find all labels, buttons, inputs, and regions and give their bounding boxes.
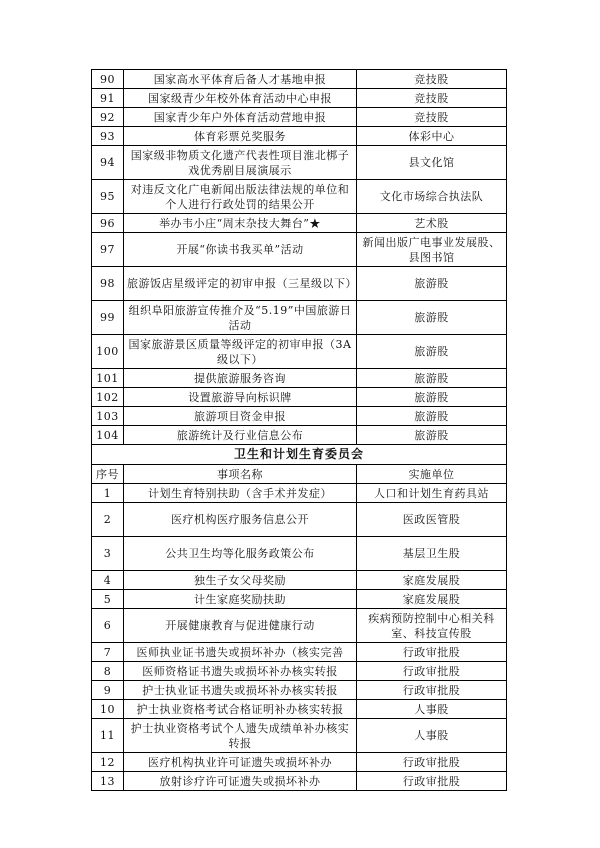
table-row	[92, 146, 507, 180]
table-row	[92, 426, 507, 445]
row-number: 3	[92, 537, 124, 571]
table-row	[92, 700, 507, 719]
table-row	[92, 214, 507, 233]
table-row	[92, 643, 507, 662]
table-row	[92, 609, 507, 643]
table-row	[92, 233, 507, 267]
item-name: 独生子女父母奖励	[124, 571, 357, 590]
item-name: 医疗机构医疗服务信息公开	[124, 503, 357, 537]
row-number: 93	[92, 127, 124, 146]
implementing-unit: 家庭发展股	[357, 571, 507, 590]
implementing-unit: 县文化馆	[357, 146, 507, 180]
item-name: 公共卫生均等化服务政策公布	[124, 537, 357, 571]
row-number: 103	[92, 407, 124, 426]
implementing-unit: 行政审批股	[357, 681, 507, 700]
item-name: 护士执业资格考试个人遗失成绩单补办核实转报	[124, 719, 357, 753]
table-row	[92, 388, 507, 407]
table-row	[92, 503, 507, 537]
implementing-unit: 新闻出版广电事业发展股、县图书馆	[357, 233, 507, 267]
table-row	[92, 571, 507, 590]
document-page	[91, 69, 506, 791]
implementing-unit: 旅游股	[357, 407, 507, 426]
item-name: 旅游项目资金申报	[124, 407, 357, 426]
implementing-unit: 家庭发展股	[357, 590, 507, 609]
item-name: 体育彩票兑奖服务	[124, 127, 357, 146]
row-number: 98	[92, 267, 124, 301]
row-number: 9	[92, 681, 124, 700]
implementing-unit: 竞技股	[357, 70, 507, 89]
table-row	[92, 407, 507, 426]
row-number: 94	[92, 146, 124, 180]
item-name: 医师资格证书遗失或损坏补办核实转报	[124, 662, 357, 681]
implementing-unit: 艺术股	[357, 214, 507, 233]
item-name: 组织阜阳旅游宣传推介及“5.19”中国旅游日活动	[124, 301, 357, 335]
implementing-unit: 旅游股	[357, 301, 507, 335]
table-row	[92, 70, 507, 89]
item-name: 护士执业资格考试合格证明补办核实转报	[124, 700, 357, 719]
item-name: 国家旅游景区质量等级评定的初审申报（3A级以下）	[124, 335, 357, 369]
row-number: 7	[92, 643, 124, 662]
row-number: 101	[92, 369, 124, 388]
implementing-unit: 体彩中心	[357, 127, 507, 146]
implementing-unit: 竞技股	[357, 108, 507, 127]
item-name: 国家级青少年校外体育活动中心申报	[124, 89, 357, 108]
implementing-unit: 人口和计划生育药具站	[357, 484, 507, 503]
table-row	[92, 180, 507, 214]
item-name: 护士执业证书遗失或损坏补办核实转报	[124, 681, 357, 700]
row-number: 100	[92, 335, 124, 369]
implementing-unit: 人事股	[357, 700, 507, 719]
implementing-unit: 行政审批股	[357, 753, 507, 772]
table-row	[92, 719, 507, 753]
implementing-unit: 旅游股	[357, 267, 507, 301]
implementing-unit: 行政审批股	[357, 662, 507, 681]
item-name: 旅游统计及行业信息公布	[124, 426, 357, 445]
table-row	[92, 772, 507, 791]
row-number: 104	[92, 426, 124, 445]
table-row	[92, 369, 507, 388]
section-header	[92, 445, 507, 484]
column-header-item: 事项名称	[124, 465, 357, 484]
table-row	[92, 301, 507, 335]
implementing-unit: 竞技股	[357, 89, 507, 108]
service-items-table	[91, 69, 507, 791]
implementing-unit: 医政医管股	[357, 503, 507, 537]
table-row	[92, 89, 507, 108]
implementing-unit: 旅游股	[357, 369, 507, 388]
implementing-unit: 行政审批股	[357, 643, 507, 662]
item-name: 医师执业证书遗失或损坏补办（核实完善	[124, 643, 357, 662]
item-name: 医疗机构执业许可证遗失或损坏补办	[124, 753, 357, 772]
item-name: 计划生育特别扶助（含手术并发症）	[124, 484, 357, 503]
row-number: 11	[92, 719, 124, 753]
item-name: 放射诊疗许可证遗失或损坏补办	[124, 772, 357, 791]
item-name: 国家青少年户外体育活动营地申报	[124, 108, 357, 127]
implementing-unit: 疾病预防控制中心相关科室、科技宣传股	[357, 609, 507, 643]
row-number: 8	[92, 662, 124, 681]
item-name: 举办韦小庄“周末杂技大舞台”★	[124, 214, 357, 233]
item-name: 计生家庭奖励扶助	[124, 590, 357, 609]
table-row	[92, 267, 507, 301]
section-title: 卫生和计划生育委员会	[92, 445, 507, 465]
item-name: 开展健康教育与促进健康行动	[124, 609, 357, 643]
row-number: 13	[92, 772, 124, 791]
row-number: 6	[92, 609, 124, 643]
row-number: 91	[92, 89, 124, 108]
row-number: 1	[92, 484, 124, 503]
row-number: 10	[92, 700, 124, 719]
implementing-unit: 行政审批股	[357, 772, 507, 791]
implementing-unit: 旅游股	[357, 335, 507, 369]
row-number: 97	[92, 233, 124, 267]
row-number: 2	[92, 503, 124, 537]
item-name: 国家级非物质文化遗产代表性项目淮北梆子戏优秀剧目展演展示	[124, 146, 357, 180]
row-number: 90	[92, 70, 124, 89]
table-row	[92, 537, 507, 571]
item-name: 国家高水平体育后备人才基地申报	[124, 70, 357, 89]
item-name: 对违反文化广电新闻出版法律法规的单位和个人进行行政处罚的结果公开	[124, 180, 357, 214]
implementing-unit: 人事股	[357, 719, 507, 753]
row-number: 92	[92, 108, 124, 127]
row-number: 4	[92, 571, 124, 590]
column-header-row	[92, 465, 507, 484]
row-number: 102	[92, 388, 124, 407]
column-header-no: 序号	[92, 465, 124, 484]
row-number: 5	[92, 590, 124, 609]
row-number: 99	[92, 301, 124, 335]
column-header-unit: 实施单位	[357, 465, 507, 484]
table-body-top	[92, 70, 507, 445]
table-body-bottom	[92, 484, 507, 791]
row-number: 95	[92, 180, 124, 214]
implementing-unit: 旅游股	[357, 426, 507, 445]
row-number: 96	[92, 214, 124, 233]
implementing-unit: 文化市场综合执法队	[357, 180, 507, 214]
table-row	[92, 681, 507, 700]
table-row	[92, 484, 507, 503]
section-title-row	[92, 445, 507, 465]
table-row	[92, 753, 507, 772]
table-row	[92, 662, 507, 681]
implementing-unit: 基层卫生股	[357, 537, 507, 571]
item-name: 开展“你读书我买单”活动	[124, 233, 357, 267]
table-row	[92, 590, 507, 609]
table-row	[92, 108, 507, 127]
item-name: 设置旅游导向标识牌	[124, 388, 357, 407]
table-row	[92, 127, 507, 146]
table-row	[92, 335, 507, 369]
item-name: 旅游饭店星级评定的初审申报（三星级以下）	[124, 267, 357, 301]
row-number: 12	[92, 753, 124, 772]
implementing-unit: 旅游股	[357, 388, 507, 407]
item-name: 提供旅游服务咨询	[124, 369, 357, 388]
